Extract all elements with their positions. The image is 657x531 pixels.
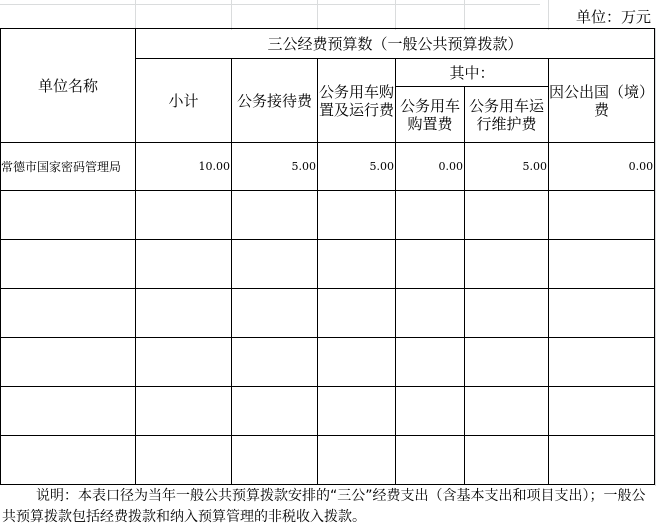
empty-row (1, 240, 655, 289)
cell-vehicle-operation: 5.00 (465, 143, 549, 191)
cell-vehicle-purchase: 0.00 (396, 143, 465, 191)
header-overseas: 因公出国（境）费 (549, 59, 655, 143)
gridline (0, 4, 540, 5)
cell-unit: 常德市国家密码管理局 (1, 143, 136, 191)
empty-row (1, 436, 655, 485)
header-of-which: 其中： (396, 59, 549, 87)
table-row (1, 143, 655, 191)
unit-label: 单位：万元 (575, 8, 651, 26)
cell-reception: 5.00 (232, 143, 318, 191)
empty-row (1, 387, 655, 436)
header-vehicle-total: 公务用车购置及运行费 (318, 59, 396, 143)
header-group-title: 三公经费预算数（一般公共预算拨款） (136, 29, 655, 59)
header-vehicle-operation: 公务用车运行维护费 (465, 87, 549, 143)
cell-vehicle-total: 5.00 (318, 143, 396, 191)
header-unit-name: 单位名称 (1, 29, 136, 143)
gridline (548, 0, 549, 30)
empty-row (1, 191, 655, 240)
empty-row (1, 289, 655, 338)
cell-subtotal: 10.00 (136, 143, 232, 191)
budget-table (0, 28, 655, 485)
header-vehicle-purchase: 公务用车购置费 (396, 87, 465, 143)
header-subtotal: 小计 (136, 59, 232, 143)
cell-overseas: 0.00 (549, 143, 655, 191)
footnote: 说明：本表口径为当年一般公共预算拨款安排的“三公”经费支出（含基本支出和项目支出）；一般公共预算拨款包括经费拨款和纳入预算管理的非税收入拨款。 (2, 488, 646, 525)
header-reception: 公务接待费 (232, 59, 318, 143)
gridline (655, 28, 656, 486)
empty-row (1, 338, 655, 387)
